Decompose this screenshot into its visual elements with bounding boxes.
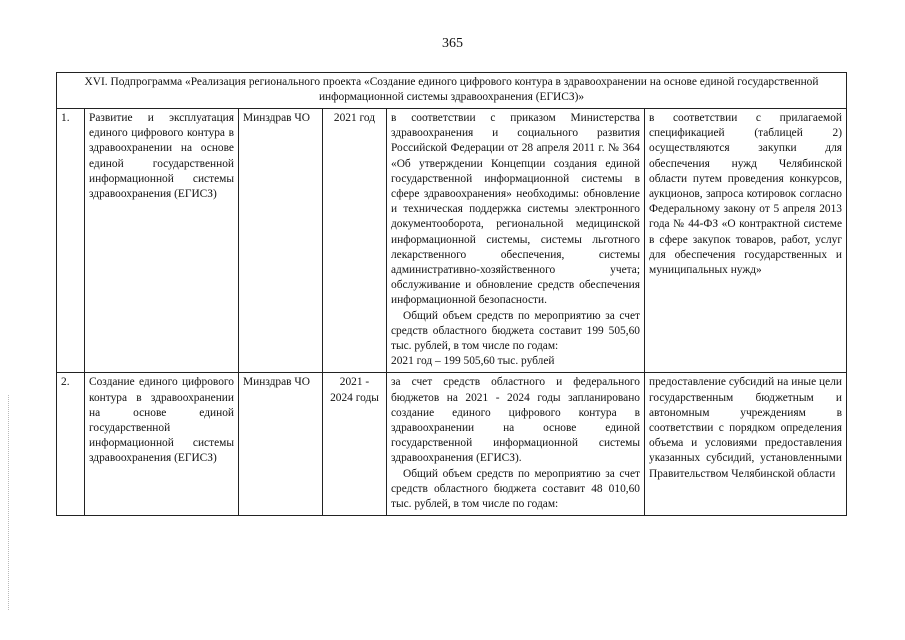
funding-year: 2021 год – 199 505,60 тыс. рублей	[391, 355, 555, 368]
description-text: в соответствии с приказом Министерства здравоохранения и социального развития Российской Федерации от 28 апреля 2011 г. № 364 «Об утверждении Концепции создания единой государственной информационной системы в сфере здравоохранения» необходимы: обновление и техническая поддержка системы электронного документооборота, региональной медицинской информационной системы, системы льготного лекарственного обеспечения, системы административно-хозяйственного учета; обслуживание и обновление средств обеспечения информационной безопасности.	[391, 112, 640, 307]
table-row	[57, 373, 847, 516]
row-number: 2.	[57, 373, 85, 516]
section-header-row	[57, 73, 847, 109]
description-cell	[387, 373, 645, 516]
period: 2021 год	[323, 109, 387, 373]
activity-name: Развитие и эксплуатация единого цифрового контура в здравоохранении на основе единой государственной информационной системы здравоохранения (ЕГИСЗ)	[85, 109, 239, 373]
executor: Минздрав ЧО	[239, 109, 323, 373]
funding-text: Общий объем средств по мероприятию за счет средств областного бюджета составит 199 505,60 тыс. рублей, в том числе по годам:	[391, 309, 640, 353]
description-cell	[387, 109, 645, 373]
executor: Минздрав ЧО	[239, 373, 323, 516]
funding-text: Общий объем средств по мероприятию за счет средств областного бюджета составит 48 010,60 тыс. рублей, в том числе по годам:	[391, 467, 640, 511]
row-number: 1.	[57, 109, 85, 373]
subprogram-title: XVI. Подпрограмма «Реализация регионального проекта «Создание единого цифрового контура в здравоохранении на основе единой государственной информационной системы здравоохранения (ЕГИСЗ)»	[57, 73, 847, 109]
scan-margin-marks	[8, 395, 11, 610]
period: 2021 - 2024 годы	[323, 373, 387, 516]
description-text: за счет средств областного и федерального бюджетов на 2021 - 2024 годы запланировано создание единого цифрового контура в здравоохранении на основе единой государственной информационной системы здравоохранения (ЕГИСЗ).	[391, 376, 640, 465]
mechanism: предоставление субсидий на иные цели государственным бюджетным и автономным учреждениям в соответствии с порядком определения объема и условиями предоставления указанных субсидий, установленными Правительством Челябинской области	[645, 373, 847, 516]
mechanism: в соответствии с прилагаемой спецификацией (таблицей 2) осуществляются закупки для обеспечения нужд Челябинской области путем проведения конкурсов, аукционов, запроса котировок согласно Федеральному закону от 5 апреля 2013 года № 44-ФЗ «О контрактной системе в сфере закупок товаров, работ, услуг для обеспечения государственных и муниципальных нужд»	[645, 109, 847, 373]
table-row	[57, 109, 847, 373]
activity-name: Создание единого цифрового контура в здравоохранении на основе единой государственной информационной системы здравоохранения (ЕГИСЗ)	[85, 373, 239, 516]
page-number: 365	[442, 36, 463, 51]
program-table	[56, 72, 847, 516]
